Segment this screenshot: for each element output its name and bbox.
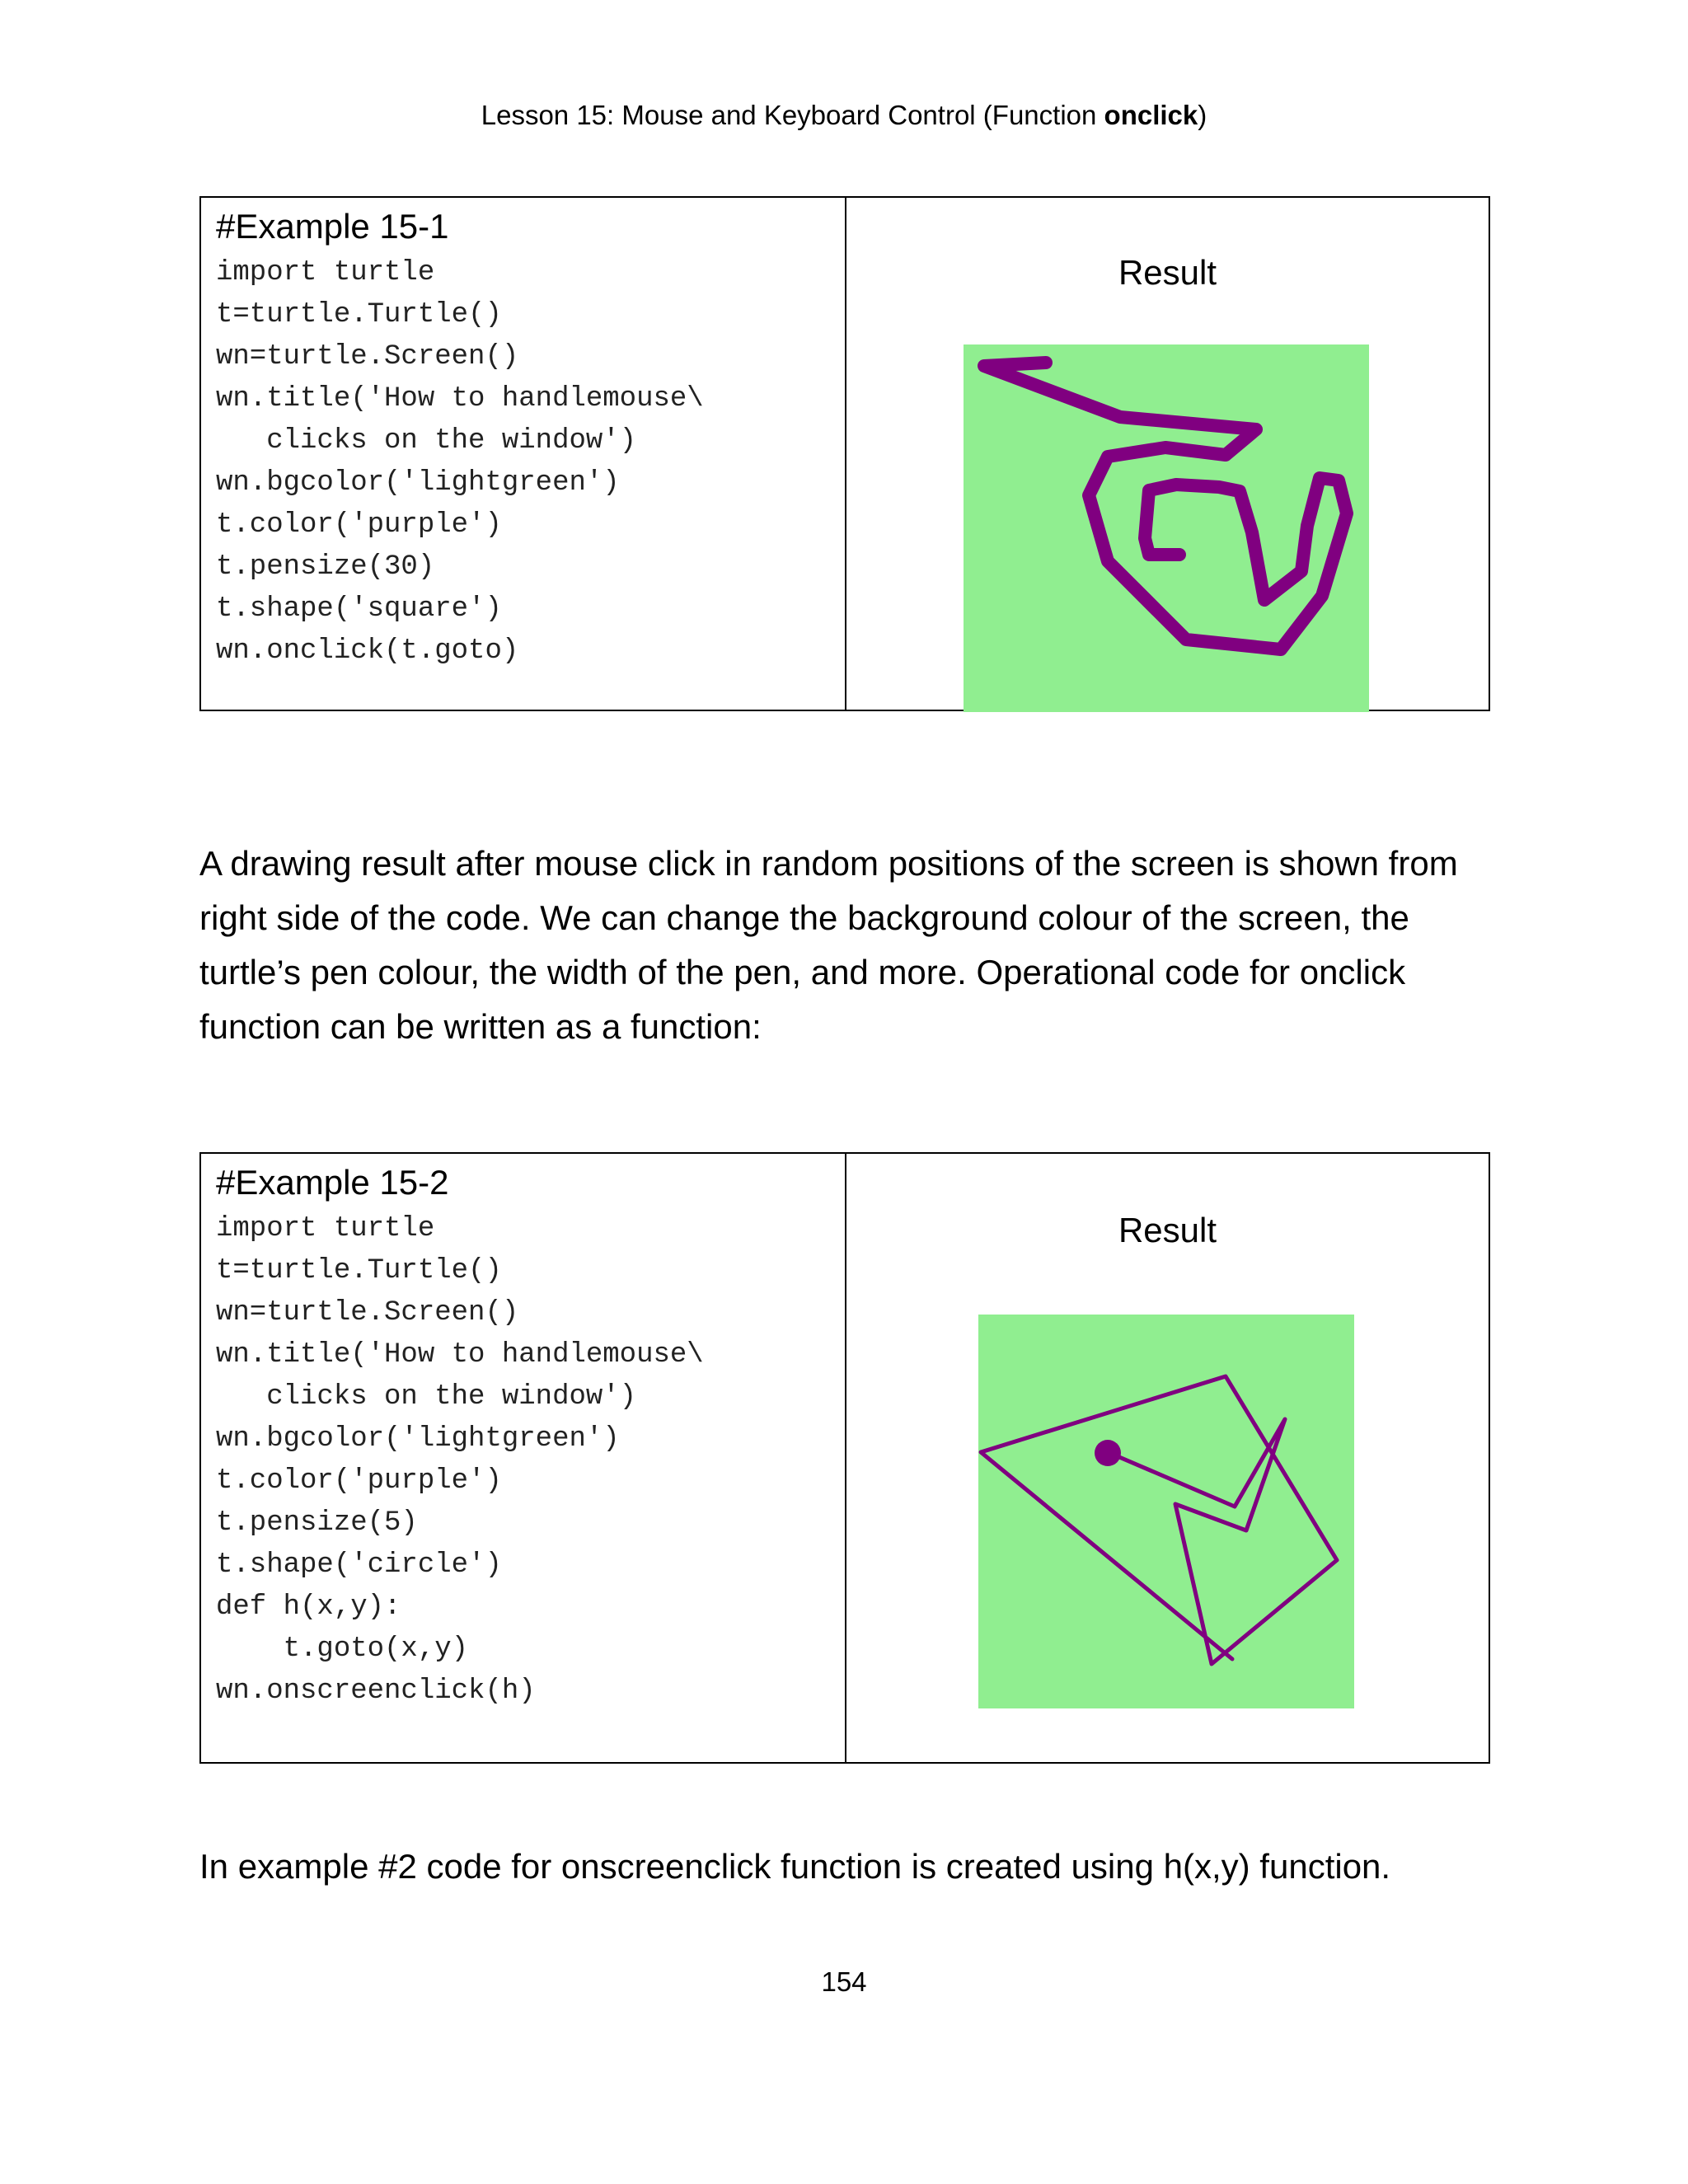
example-15-1-pen-path: [984, 363, 1347, 649]
example-15-1-title: #Example 15-1: [216, 207, 449, 246]
example-15-2-pen-path: [981, 1376, 1337, 1664]
example-15-2-turtle-shape: [1095, 1440, 1121, 1466]
example-15-1-result-cell: [846, 198, 1489, 710]
header-text: Lesson 15: Mouse and Keyboard Control (Function: [481, 100, 1104, 130]
example-15-1-result-label: Result: [1118, 253, 1217, 292]
example-15-1-turtle-canvas: [964, 344, 1369, 712]
page-header: [0, 99, 1688, 132]
example-15-2-result-cell: [846, 1154, 1489, 1762]
example-15-2-table: [199, 1152, 1490, 1764]
example-15-2-title: #Example 15-2: [216, 1163, 449, 1202]
paragraph-intro: A drawing result after mouse click in random positions of the screen is shown from right side of the code. We can change the background colour of the screen, the turtle’s pen colour, the width of the pen, and more. Operational code for onclick function can be written as a function:: [199, 844, 1458, 1046]
example-15-1-drawing: [964, 344, 1369, 712]
example-15-2-drawing: [978, 1315, 1354, 1708]
example-15-2-code: import turtle t=turtle.Turtle() wn=turtle.Screen() wn.title('How to handlemouse\ clicks on the window') wn.bgcolor('lightgreen') t.color('purple') t.pensize(5) t.shape('circle') def h(x,y): t.goto(x,y) wn.onscreenclick(h): [216, 1213, 704, 1707]
paragraph-conclusion: In example #2 code for onscreenclick function is created using h(x,y) function.: [199, 1847, 1391, 1886]
example-15-2-turtle-canvas: [978, 1315, 1354, 1708]
page-number: 154: [821, 1966, 867, 1997]
header-bold-text: onclick: [1104, 100, 1198, 130]
example-15-2-result-label: Result: [1118, 1211, 1217, 1249]
header-suffix: ): [1198, 100, 1207, 130]
example-15-2-code-cell: [201, 1154, 846, 1762]
example-15-1-table: [199, 196, 1490, 711]
example-15-1-code-cell: [201, 198, 846, 710]
example-15-1-code: import turtle t=turtle.Turtle() wn=turtle.Screen() wn.title('How to handlemouse\ clicks on the window') wn.bgcolor('lightgreen') t.color('purple') t.pensize(30) t.shape('square') wn.onclick(t.goto): [216, 257, 704, 667]
